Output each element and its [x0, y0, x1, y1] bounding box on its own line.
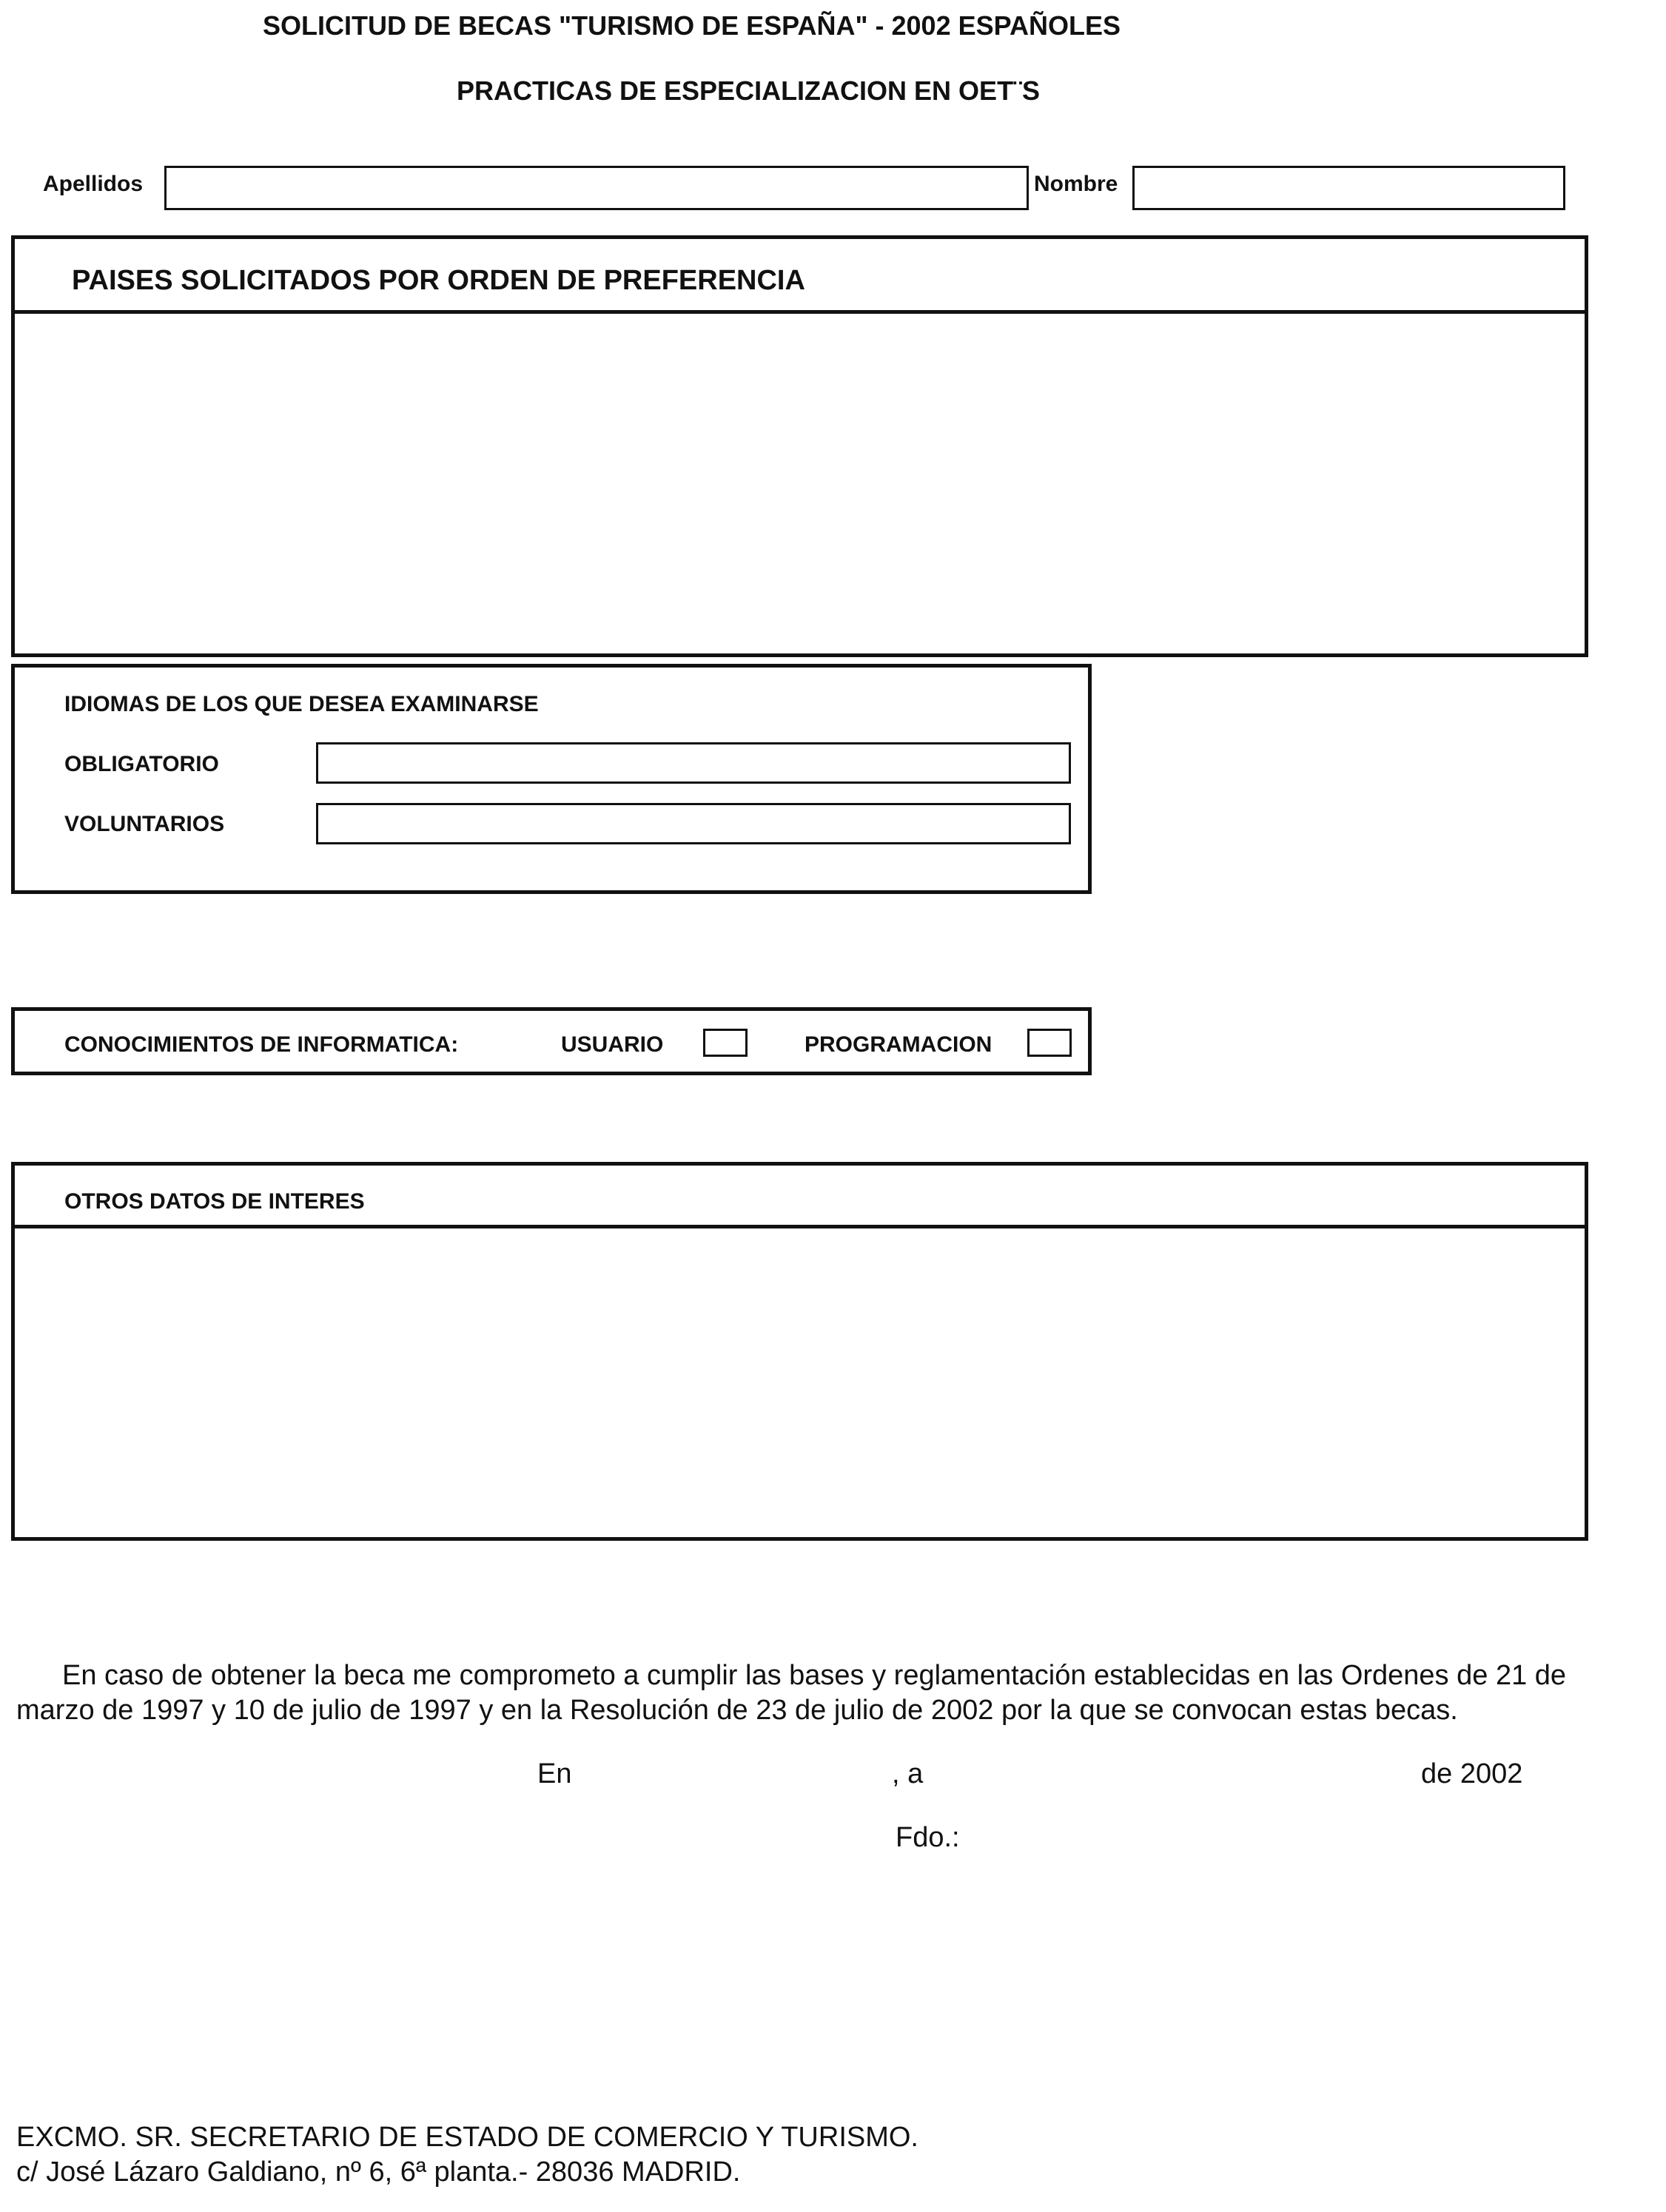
programming-option-label: PROGRAMACION	[805, 1032, 992, 1057]
countries-section	[11, 235, 1588, 657]
other-field[interactable]	[22, 1236, 1576, 1528]
signed-label: Fdo.:	[896, 1822, 960, 1853]
user-option-label: USUARIO	[561, 1032, 664, 1057]
computing-section	[11, 1007, 1092, 1075]
footer-address: c/ José Lázaro Galdiano, nº 6, 6ª planta.- 28036 MADRID.	[16, 2156, 741, 2188]
computing-label: CONOCIMIENTOS DE INFORMATICA:	[64, 1032, 459, 1057]
footer-addressee: EXCMO. SR. SECRETARIO DE ESTADO DE COMERCIO Y TURISMO.	[16, 2122, 918, 2153]
languages-heading: IDIOMAS DE LOS QUE DESEA EXAMINARSE	[64, 692, 539, 716]
countries-divider	[15, 310, 1585, 314]
other-heading: OTROS DATOS DE INTERES	[64, 1189, 365, 1214]
form-subtitle: PRACTICAS DE ESPECIALIZACION EN OET¨S	[457, 75, 1041, 106]
other-section	[11, 1162, 1588, 1541]
mandatory-language-field[interactable]	[316, 742, 1071, 784]
commitment-line-1: En caso de obtener la beca me comprometo a cumplir las bases y reglamentación establecidas en las Ordenes de 21 de	[62, 1660, 1567, 1691]
voluntary-language-field[interactable]	[316, 803, 1071, 844]
countries-heading: PAISES SOLICITADOS POR ORDEN DE PREFERENCIA	[72, 265, 805, 296]
countries-field[interactable]	[22, 320, 1576, 646]
name-field[interactable]	[1132, 166, 1565, 210]
languages-section	[11, 664, 1092, 894]
voluntary-label: VOLUNTARIOS	[64, 812, 225, 836]
date-prefix: , a	[892, 1758, 924, 1789]
commitment-line-2: marzo de 1997 y 10 de julio de 1997 y en la Resolución de 23 de julio de 2002 por la que se convocan estas becas.	[16, 1695, 1458, 1726]
mandatory-label: OBLIGATORIO	[64, 752, 219, 776]
place-prefix: En	[537, 1758, 572, 1789]
surname-field[interactable]	[164, 166, 1029, 210]
year-suffix: de 2002	[1421, 1758, 1523, 1789]
other-divider	[15, 1225, 1585, 1228]
form-title: SOLICITUD DE BECAS "TURISMO DE ESPAÑA" - 2002 ESPAÑOLES	[263, 10, 1121, 41]
surname-label: Apellidos	[43, 172, 144, 196]
name-label: Nombre	[1034, 172, 1118, 196]
programming-checkbox[interactable]	[1027, 1029, 1072, 1057]
user-checkbox[interactable]	[703, 1029, 748, 1057]
